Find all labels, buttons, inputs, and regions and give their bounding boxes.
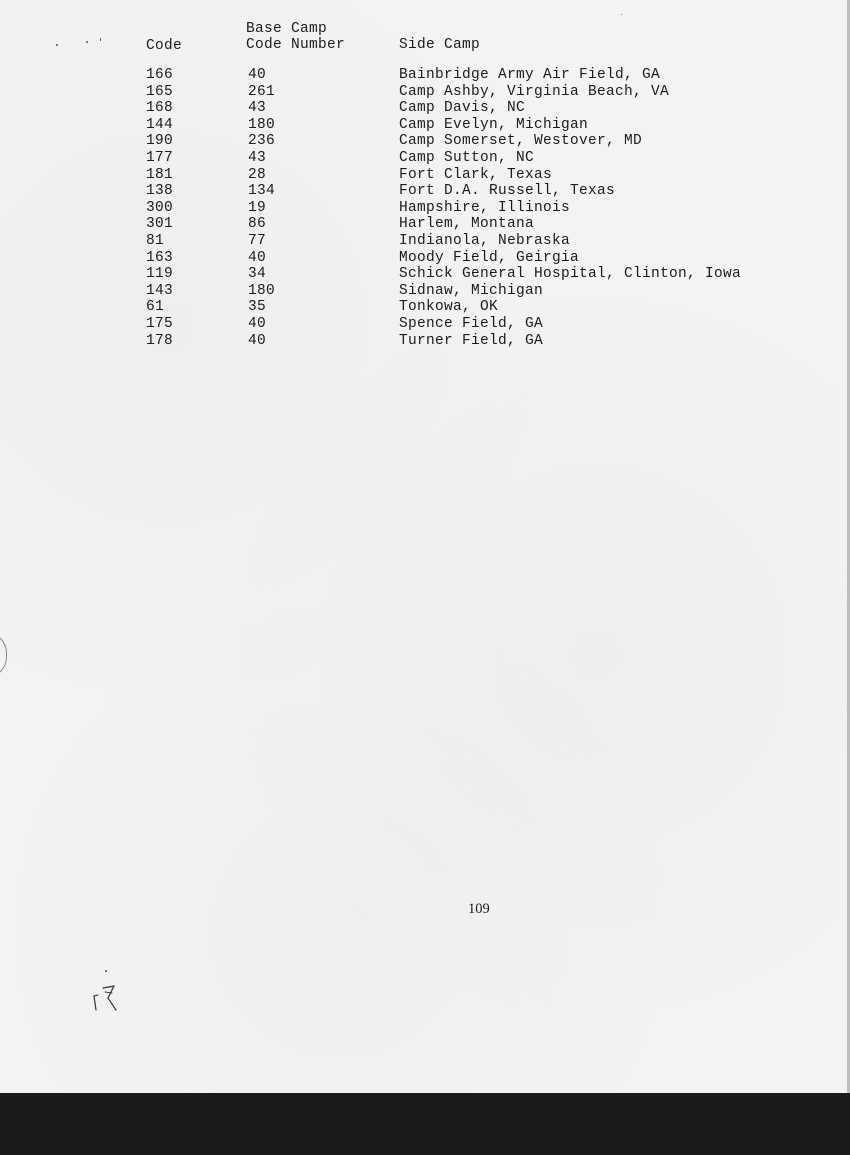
dust-speck: [86, 41, 88, 43]
cell-base-camp: 35: [248, 299, 267, 316]
cell-base-camp: 77: [248, 232, 267, 249]
cell-side-camp: Schick General Hospital, Clinton, Iowa: [399, 266, 742, 283]
binder-hole-mark: [0, 632, 7, 678]
cell-base-camp: 180: [248, 282, 276, 299]
cell-code: 119: [146, 266, 174, 283]
cell-base-camp: 180: [248, 116, 276, 133]
table-row: [0, 316, 850, 333]
cell-base-camp: 34: [248, 266, 267, 283]
column-header-base-camp-line1: Base Camp: [246, 21, 328, 37]
cell-side-camp: Indianola, Nebraska: [399, 232, 571, 249]
cell-code: 61: [146, 299, 165, 316]
cell-side-camp: Turner Field, GA: [399, 332, 544, 349]
page-number: 109: [468, 901, 490, 917]
cell-code: 178: [146, 332, 174, 349]
handwritten-mark: [86, 968, 126, 1018]
cell-code: 300: [146, 199, 174, 216]
cell-base-camp: 261: [248, 83, 276, 100]
table-row: [0, 283, 850, 300]
cell-side-camp: Bainbridge Army Air Field, GA: [399, 67, 661, 83]
cell-base-camp: 40: [248, 315, 267, 332]
cell-code: 81: [146, 232, 165, 249]
cell-code: 166: [146, 67, 174, 83]
cell-code: 175: [146, 315, 174, 332]
cell-base-camp: 86: [248, 216, 267, 233]
table-row: [0, 183, 850, 200]
table-row: [0, 117, 850, 134]
cell-side-camp: Fort D.A. Russell, Texas: [399, 183, 616, 200]
table-row: [0, 133, 850, 150]
table-row: [0, 216, 850, 233]
cell-side-camp: Camp Somerset, Westover, MD: [399, 133, 643, 150]
cell-side-camp: Camp Ashby, Virginia Beach, VA: [399, 83, 670, 100]
cell-code: 177: [146, 149, 174, 166]
column-header-side-camp: Side Camp: [399, 37, 481, 53]
cell-side-camp: Sidnaw, Michigan: [399, 282, 544, 299]
dust-speck: [100, 38, 101, 41]
table-row: [0, 200, 850, 217]
dust-speck: [56, 44, 58, 46]
cell-code: 138: [146, 183, 174, 200]
cell-code: 163: [146, 249, 174, 266]
cell-code: 165: [146, 83, 174, 100]
table-row: [0, 233, 850, 250]
table-row: [0, 67, 850, 84]
table-row: [0, 150, 850, 167]
cell-base-camp: 236: [248, 133, 276, 150]
cell-base-camp: 134: [248, 183, 276, 200]
cell-base-camp: 43: [248, 100, 267, 117]
scanner-bottom-edge: [0, 1093, 850, 1155]
cell-base-camp: 19: [248, 199, 267, 216]
cell-base-camp: 40: [248, 67, 267, 83]
table-row: [0, 266, 850, 283]
table-row: [0, 84, 850, 101]
cell-code: 143: [146, 282, 174, 299]
table-row: [0, 100, 850, 117]
cell-side-camp: Hampshire, Illinois: [399, 199, 571, 216]
column-header-code: Code: [146, 38, 183, 54]
table-row: [0, 167, 850, 184]
cell-side-camp: Camp Sutton, NC: [399, 149, 535, 166]
table-row: [0, 250, 850, 267]
cell-code: 144: [146, 116, 174, 133]
dust-speck: [621, 14, 622, 15]
cell-code: 168: [146, 100, 174, 117]
cell-side-camp: Harlem, Montana: [399, 216, 535, 233]
table-row: [0, 333, 850, 350]
cell-base-camp: 43: [248, 149, 267, 166]
camp-table: [0, 67, 850, 349]
cell-base-camp: 28: [248, 166, 267, 183]
cell-base-camp: 40: [248, 332, 267, 349]
cell-code: 301: [146, 216, 174, 233]
cell-side-camp: Tonkowa, OK: [399, 299, 499, 316]
cell-base-camp: 40: [248, 249, 267, 266]
cell-side-camp: Spence Field, GA: [399, 315, 544, 332]
cell-side-camp: Fort Clark, Texas: [399, 166, 553, 183]
cell-side-camp: Camp Davis, NC: [399, 100, 526, 117]
cell-side-camp: Camp Evelyn, Michigan: [399, 116, 589, 133]
cell-side-camp: Moody Field, Geirgia: [399, 249, 580, 266]
cell-code: 181: [146, 166, 174, 183]
cell-code: 190: [146, 133, 174, 150]
table-row: [0, 299, 850, 316]
column-header-base-camp-line2: Code Number: [246, 37, 346, 53]
